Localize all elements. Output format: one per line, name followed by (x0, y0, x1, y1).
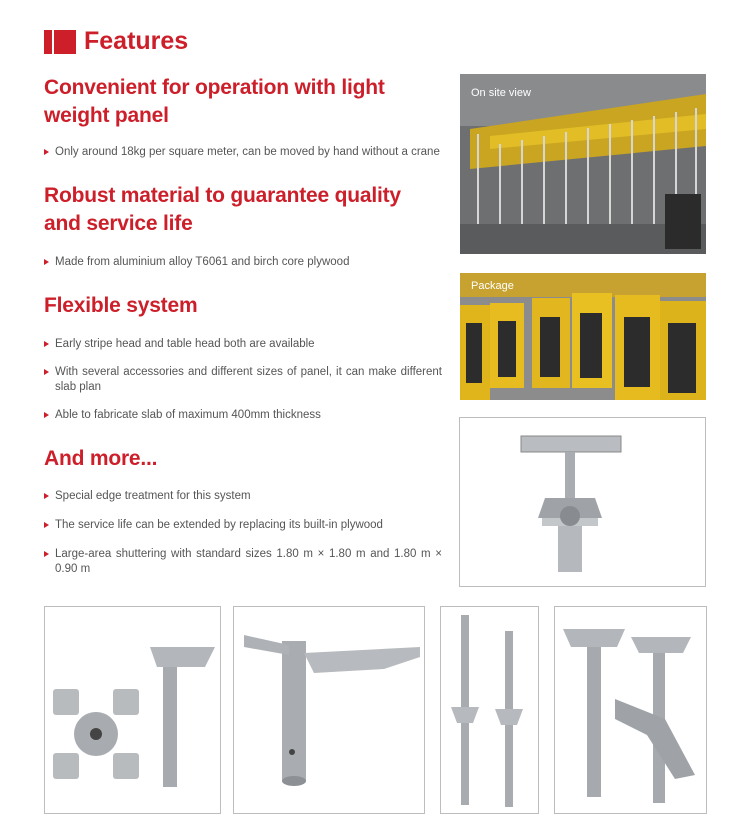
section-title: And more... (44, 447, 158, 470)
props-photo (440, 606, 539, 814)
list-item-text: Special edge treatment for this system (55, 490, 251, 502)
bullet-triangle-icon (44, 369, 49, 375)
list-item-text: Early stripe head and table head both are available (55, 338, 315, 350)
section-more (44, 445, 442, 577)
bullet-triangle-icon (44, 551, 49, 557)
list-item-text: The service life can be extended by replacing its built-in plywood (55, 519, 383, 531)
early-stripe-head-photo (44, 606, 221, 814)
head-assembly-photo (554, 606, 707, 814)
list-item-text: Large-area shuttering with standard sizes 1.80 m × 1.80 m and 1.80 m × 0.90 m (55, 548, 442, 575)
package-photo (460, 273, 706, 400)
section-convenient (44, 74, 442, 160)
section-title: Robust material to guarantee quality and service life (44, 184, 401, 235)
bullet-triangle-icon (44, 412, 49, 418)
list-item (44, 408, 442, 423)
package-label: Package (471, 280, 514, 292)
page-title: Features (84, 27, 189, 55)
page-header (44, 27, 188, 56)
list-item (44, 489, 442, 504)
onsite-view-label: On site view (471, 87, 531, 99)
bullet-triangle-icon (44, 259, 49, 265)
list-item-text: Able to fabricate slab of maximum 400mm thickness (55, 409, 321, 421)
section-title: Convenient for operation with light weight panel (44, 76, 385, 127)
features-column (44, 74, 442, 577)
list-item (44, 255, 442, 270)
list-item (44, 145, 442, 160)
section-flexible (44, 292, 442, 423)
list-item (44, 518, 442, 533)
bullet-triangle-icon (44, 493, 49, 499)
section-title: Flexible system (44, 294, 198, 317)
list-item-text: Made from aluminium alloy T6061 and birch core plywood (55, 256, 350, 268)
list-item (44, 365, 442, 395)
list-item (44, 547, 442, 577)
bullet-triangle-icon (44, 341, 49, 347)
onsite-view-photo (460, 74, 706, 254)
bullet-triangle-icon (44, 522, 49, 528)
table-head-photo (459, 417, 706, 587)
support-pin-photo (233, 606, 425, 814)
list-item-text: Only around 18kg per square meter, can be moved by hand without a crane (55, 146, 440, 158)
header-mark-icon (44, 30, 76, 54)
list-item-text: With several accessories and different sizes of panel, it can make different slab plan (55, 366, 442, 393)
bullet-triangle-icon (44, 149, 49, 155)
list-item (44, 337, 442, 352)
section-robust (44, 182, 442, 270)
